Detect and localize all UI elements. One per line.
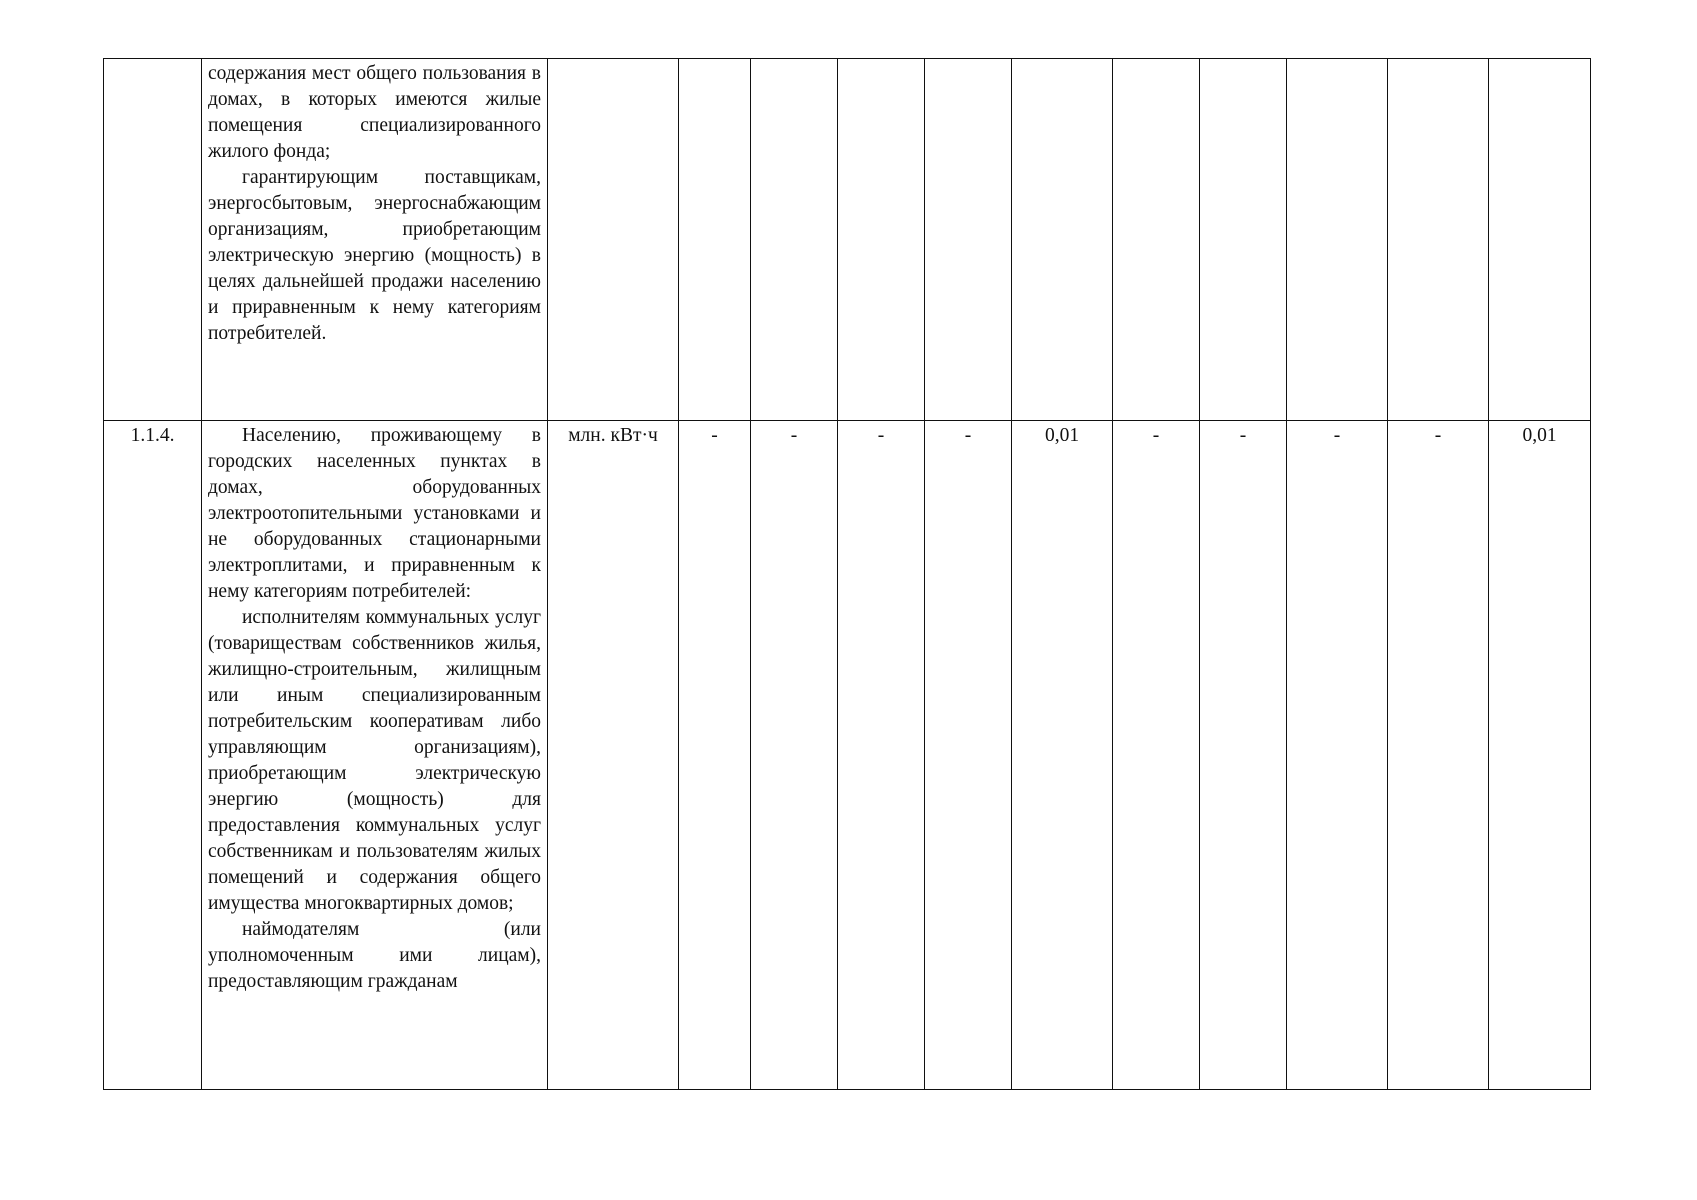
tariff-table [103,58,1591,1090]
value-cell: - [1388,421,1489,1090]
row-description [202,421,548,1090]
description-paragraph: гарантирующим поставщикам, энергосбытовым, энергоснабжающим организациям, приобретающим электрическую энергию (мощность) в целях дальнейшей продажи населению и приравненным к нему категориям потребителей. [208,167,541,344]
value-cell: - [679,421,751,1090]
value-cell: - [925,421,1012,1090]
value-cell: - [1200,421,1287,1090]
row-number: 1.1.4. [104,421,202,1090]
value-cell: - [838,421,925,1090]
row-description [202,59,548,421]
description-paragraph: наймодателям (или уполномоченным ими лицам), предоставляющим гражданам [208,919,541,992]
unit-cell [548,59,679,421]
value-cell: 0,01 [1012,421,1113,1090]
description-paragraph: исполнителям коммунальных услуг (товариществам собственников жилья, жилищно-строительным, жилищным или иным специализированным потребительским кооперативам либо управляющим организациям), приобретающим электрическую энергию (мощность) для предоставления коммунальных услуг собственникам и пользователям жилых помещений и содержания общего имущества многоквартирных домов; [208,607,541,914]
value-cell [1012,59,1113,421]
value-cell [925,59,1012,421]
value-cell [1489,59,1591,421]
value-cell [1200,59,1287,421]
value-cell [1113,59,1200,421]
table-row [104,421,1591,1090]
value-cell [679,59,751,421]
value-cell: 0,01 [1489,421,1591,1090]
value-cell [838,59,925,421]
unit-cell: млн. кВт·ч [548,421,679,1090]
description-paragraph: Населению, проживающему в городских населенных пунктах в домах, оборудованных электроотопительными установками и не оборудованных стационарными электроплитами, и приравненным к нему категориям потребителей: [208,425,541,602]
value-cell [1388,59,1489,421]
value-cell [751,59,838,421]
description-paragraph: содержания мест общего пользования в домах, в которых имеются жилые помещения специализированного жилого фонда; [208,63,541,162]
table-row [104,59,1591,421]
value-cell [1287,59,1388,421]
value-cell: - [1287,421,1388,1090]
row-number [104,59,202,421]
value-cell: - [1113,421,1200,1090]
value-cell: - [751,421,838,1090]
